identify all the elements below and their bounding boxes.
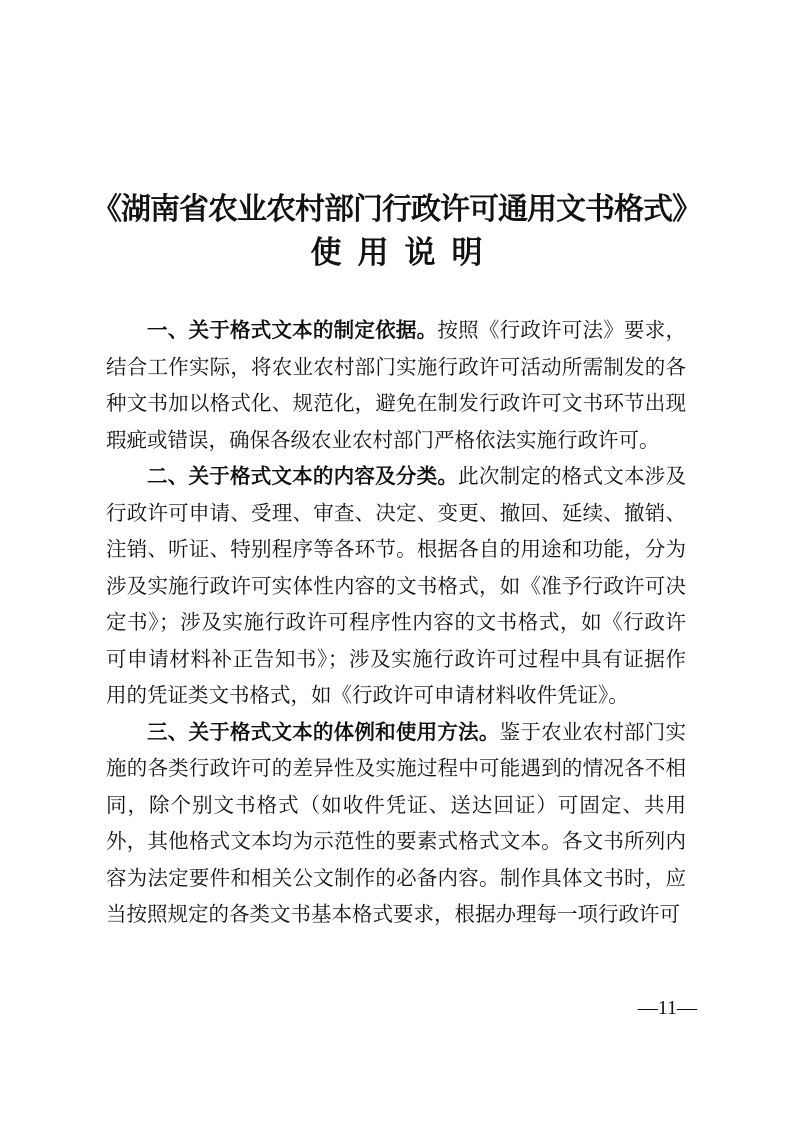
document-title: 《湖南省农业农村部门行政许可通用文书格式》 (92, 192, 701, 227)
paragraph-content-classification (106, 458, 686, 714)
paragraph-text: 鉴于农业农村部门实施的各类行政许可的差异性及实施过程中可能遇到的情况各不相同，除个别文书格式（如收件凭证、送达回证）可固定、共用外，其他格式文本均为示范性的要素式格式文本。各文书所列内容为法定要件和相关公文制作的必备内容。制作具体文书时，应当按照规定的各类文书基本格式要求，根据办理每一项行政许可 (106, 719, 687, 926)
paragraph-text: 按照《行政许可法》要求，结合工作实际，将农业农村部门实施行政许可活动所需制发的各种文书加以格式化、规范化，避免在制发行政许可文书环节出现瑕疵或错误，确保各级农业农村部门严格依法实施行政许可。 (106, 318, 686, 452)
paragraph-heading: 一、关于格式文本的制定依据。 (147, 318, 438, 342)
page-number: —11— (637, 997, 697, 1019)
paragraph-heading: 三、关于格式文本的体例和使用方法。 (147, 719, 500, 744)
paragraph-text: 此次制定的格式文本涉及行政许可申请、受理、审查、决定、变更、撤回、延续、撤销、注销、听证、特别程序等各环节。根据各自的用途和功能，分为涉及实施行政许可实体性内容的文书格式，如《准予行政许可决定书》；涉及实施行政许可程序性内容的文书格式，如《行政许可申请材料补正告知书》；涉及实施行政许可过程中具有证据作用的凭证类文书格式，如《行政许可申请材料收件凭证》。 (106, 464, 687, 707)
paragraph-heading: 二、关于格式文本的内容及分类。 (147, 464, 459, 488)
document-body (106, 312, 686, 933)
document-subtitle: 使用说明 (310, 235, 499, 271)
paragraph-format-usage (106, 714, 686, 933)
paragraph-basis (106, 312, 686, 458)
